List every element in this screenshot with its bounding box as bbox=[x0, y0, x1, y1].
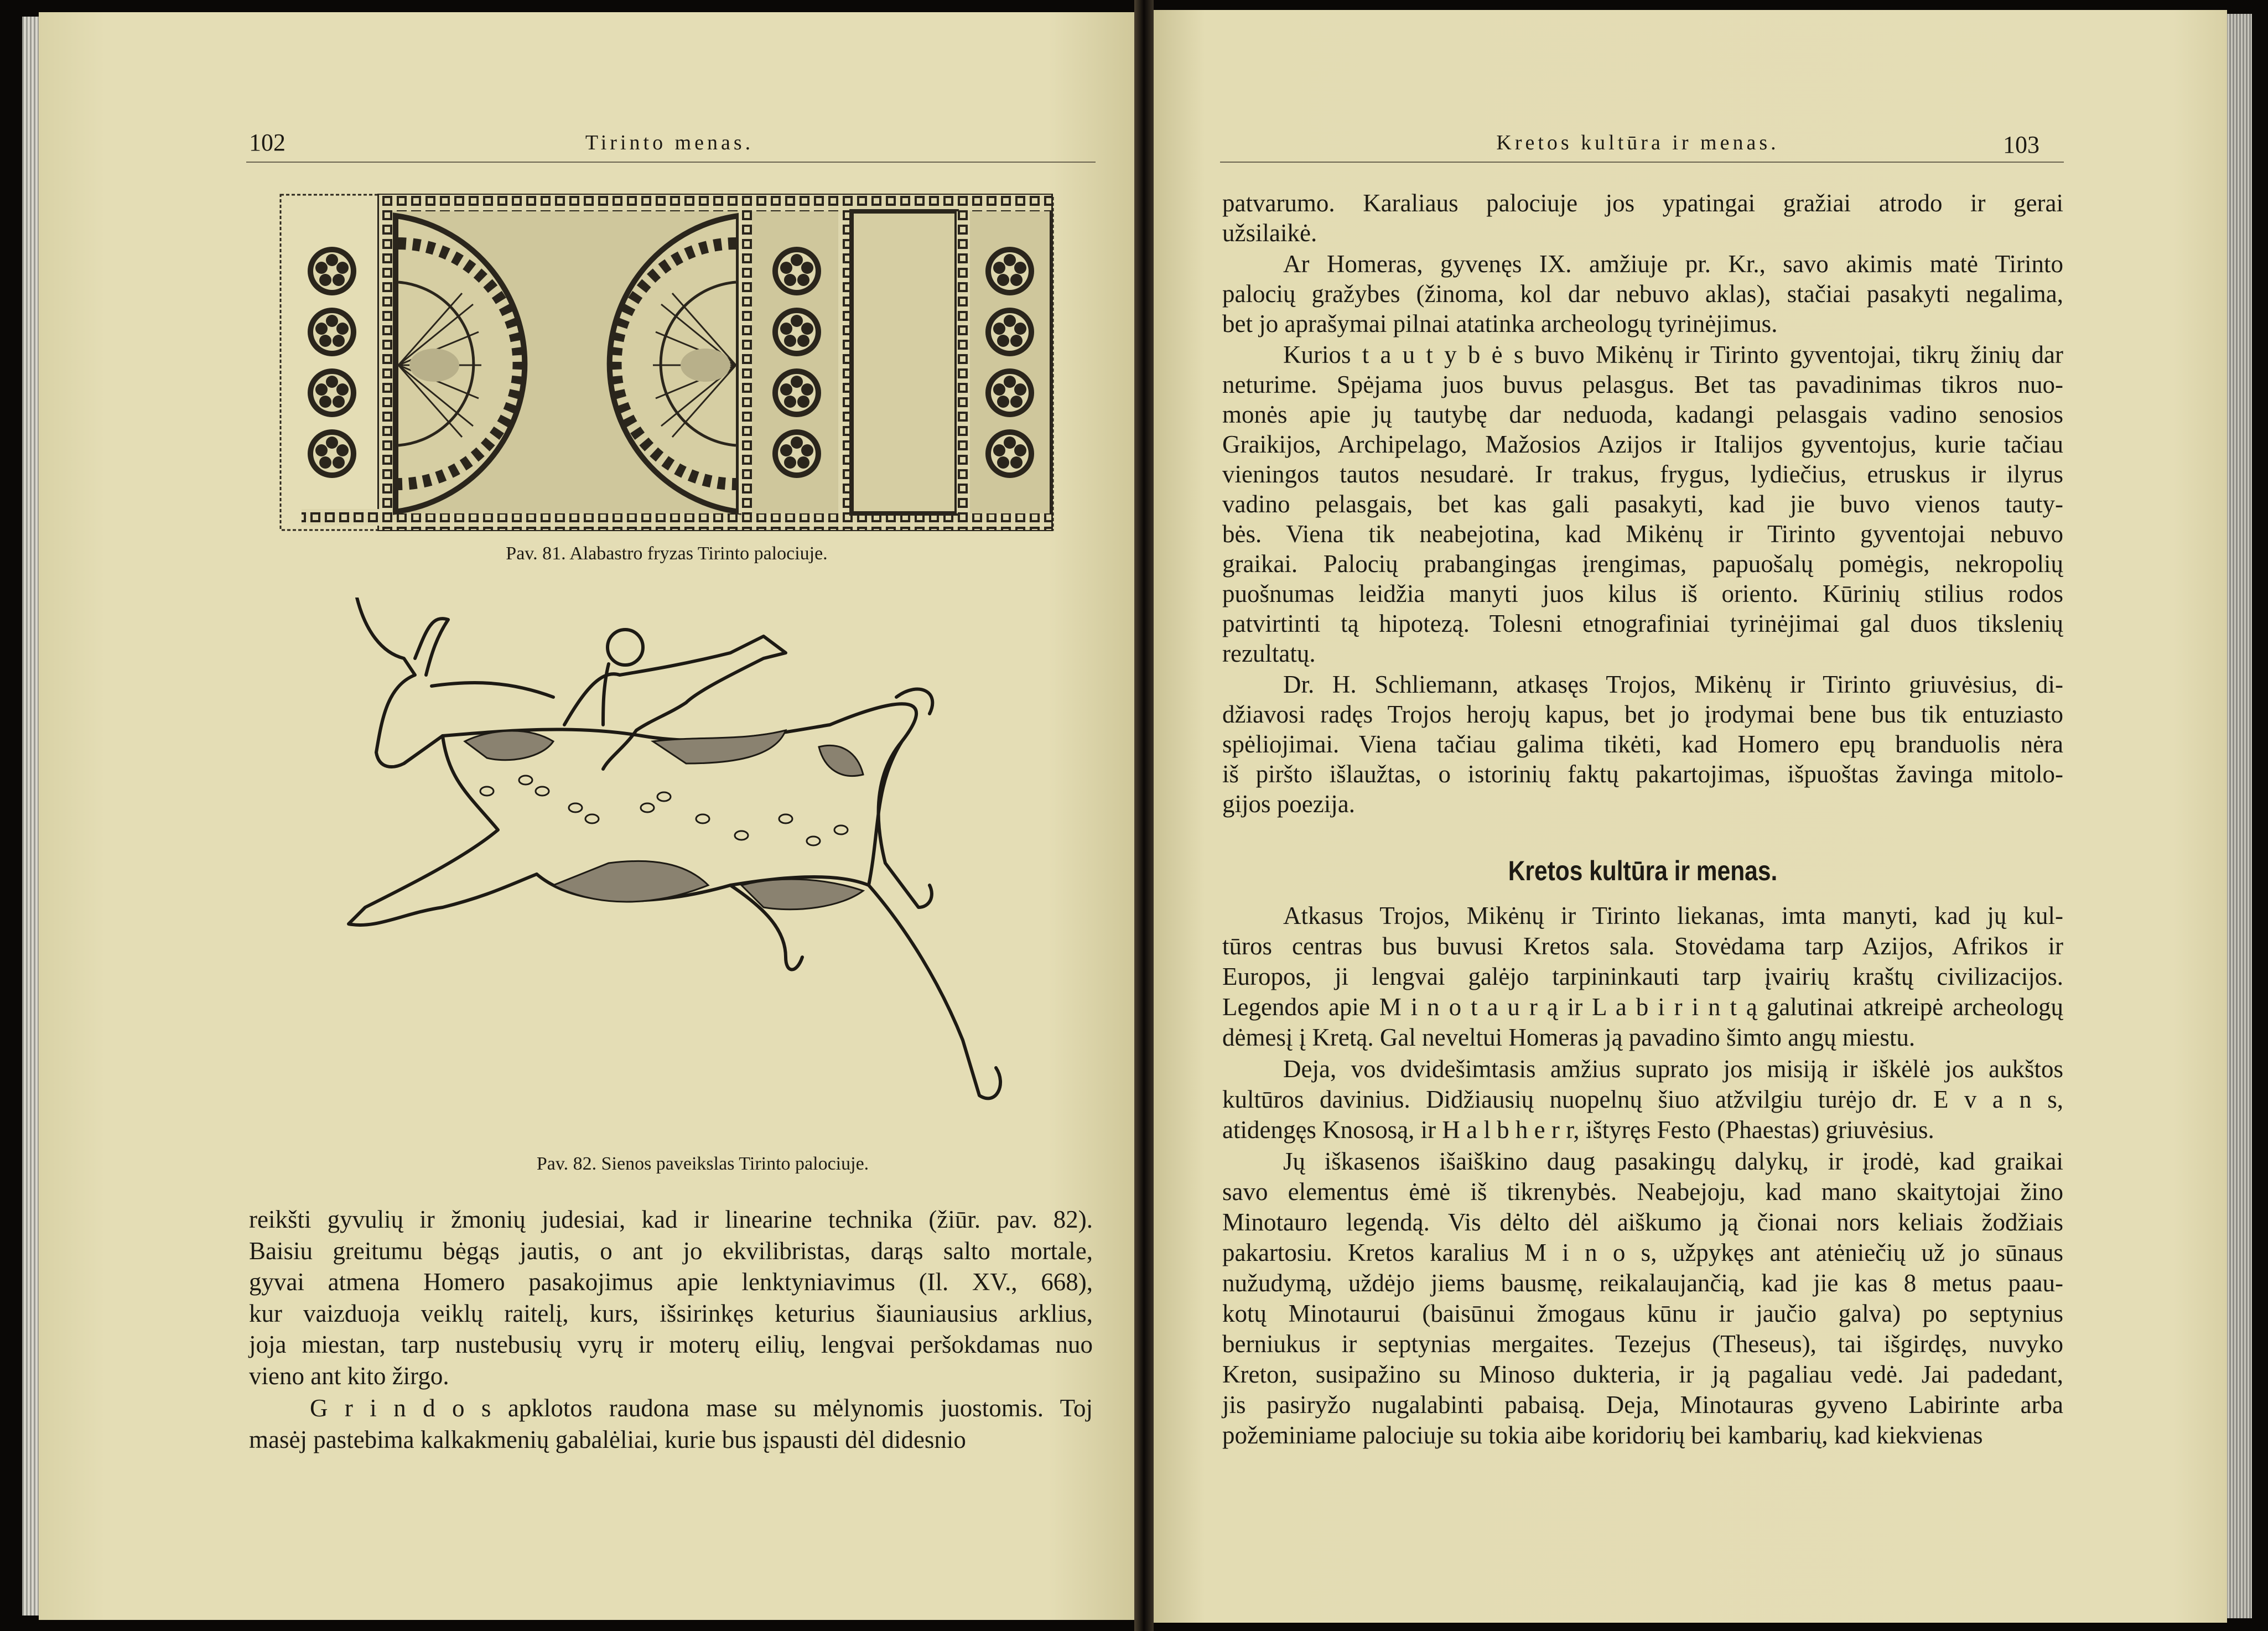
page-number-left: 102 bbox=[249, 129, 286, 156]
text-line: vadino pelasgais, bet kas gali pasakyti, kad jie buvo vienos tauty- bbox=[1222, 490, 2063, 518]
text-line: vieno ant kito žirgo. bbox=[249, 1362, 449, 1390]
text-line: reikšti gyvulių ir žmonių judesiai, kad ir linearine technika (žiūr. pav. 82). bbox=[249, 1206, 1093, 1233]
text-line: gyvai atmena Homero pasakojimus apie lenktyniavimus (Il. XV., 668), bbox=[249, 1268, 1093, 1296]
paragraph bbox=[1222, 188, 2063, 248]
text-line: dėmesį į Kretą. Gal neveltui Homeras ją pavadino šimto angų miestu. bbox=[1222, 1024, 1916, 1051]
paragraph bbox=[1222, 249, 2063, 339]
text-line: graikai. Palocių prabangingas įrengimas, papuošalų pomėgis, nekropolių bbox=[1222, 550, 2063, 578]
text-line: kur vaizduoja veiklų raitelį, kurs, išsirinkęs keturius šiauniausius arklius, bbox=[249, 1299, 1093, 1327]
text-line: monės apie jų tautybę dar neduoda, kadangi pelasgais vadino senosios bbox=[1222, 401, 2063, 428]
text-line: patvirtinti tą hipotezą. Tolesni etnografiniai tyrinėjimai gal duos tikslenių bbox=[1222, 610, 2063, 637]
text-line: Graikijos, Archipelago, Mažosios Azijos ir Italijos gyventojus, kurie tačiau bbox=[1222, 430, 2063, 458]
paragraph bbox=[1222, 1054, 2063, 1145]
text-line: Minotauro legendą. Vis dėlto dėl aiškumo ją čionai nors keliais žodžiais bbox=[1222, 1208, 2063, 1236]
book-spine bbox=[1134, 0, 1154, 1631]
text-line: pakartosiu. Kretos karalius M i n o s, užpykęs ant atėniečių už jo sūnaus bbox=[1222, 1239, 2063, 1266]
text-line: jis pasiryžo nugalabinti pabaisą. Deja, Minotauras gyveno Labirinte arba bbox=[1222, 1391, 2063, 1419]
running-head-right: Kretos kultūra ir menas. bbox=[1496, 131, 1779, 154]
text-line: rezultatų. bbox=[1222, 640, 1316, 667]
header-rule-right bbox=[1220, 162, 2064, 163]
text-line: Atkasus Trojos, Mikėnų ir Tirinto liekanas, imta manyti, kad jų kul- bbox=[1283, 902, 2063, 929]
text-line: Ar Homeras, gyvenęs IX. amžiuje pr. Kr., savo akimis matė Tirinto bbox=[1283, 250, 2063, 278]
right-page-body-text-bottom bbox=[1222, 901, 2063, 1452]
text-line: neturime. Spėjama juos buvus pelasgus. Bet tas pavadinimas tikros nuo- bbox=[1222, 371, 2063, 398]
text-line: spėliojimai. Viena tačiau galima tikėti, kad Homero epų branduolis nėra bbox=[1222, 730, 2063, 758]
text-line: atidengęs Knososą, ir H a l b h e r r, ištyręs Festo (Phaestas) griuvėsius. bbox=[1222, 1116, 1934, 1144]
figure-82-caption: Pav. 82. Sienos paveikslas Tirinto palociuje. bbox=[536, 1154, 869, 1174]
text-line: masėj pastebima kalkakmenių gabalėliai, kurie bus įspausti dėl didesnio bbox=[249, 1425, 966, 1453]
running-head-left: Tirinto menas. bbox=[585, 131, 754, 154]
text-line: užsilaikė. bbox=[1222, 219, 1317, 247]
text-line: bės. Viena tik neabejotina, kad Mikėnų ir Tirinto gyventojai nebuvo bbox=[1222, 520, 2063, 548]
figure-81-caption: Pav. 81. Alabastro fryzas Tirinto palociuje. bbox=[506, 543, 828, 564]
text-line: berniukus ir septynias mergaites. Tezejus (Theseus), tai išgirdęs, nuvyko bbox=[1222, 1330, 2063, 1358]
paragraph bbox=[1222, 901, 2063, 1053]
text-line: patvarumo. Karaliaus palociuje jos ypatingai gražiai atrodo ir gerai bbox=[1222, 189, 2063, 217]
text-line: bet jo aprašymai pilnai atatinka archeologų tyrinėjimus. bbox=[1222, 310, 1778, 337]
text-line: Kurios t a u t y b ė s buvo Mikėnų ir Tirinto gyventojai, tikrų žinių dar bbox=[1283, 341, 2063, 368]
text-line: palocių gražybes (žinoma, kol dar nebuvo aklas), stačiai pasakyti negalima, bbox=[1222, 280, 2063, 308]
paragraph bbox=[249, 1393, 1093, 1455]
text-line: iš piršto išlaužtas, o istorinių faktų pakartojimas, išpuoštas žavinga mitolo- bbox=[1222, 760, 2063, 788]
text-line: nužudymą, uždėjo jiems bausmę, reikalaujančią, kad jie kas 8 metus paau- bbox=[1222, 1269, 2063, 1297]
left-page-body-text bbox=[249, 1204, 1093, 1456]
paragraph bbox=[1222, 340, 2063, 668]
paragraph bbox=[1222, 669, 2063, 819]
text-line: gijos poezija. bbox=[1222, 790, 1355, 818]
page-stack-edge-right bbox=[2224, 14, 2252, 1618]
text-line: joja miestan, tarp nustebusių vyrų ir moterų eilių, lengvai peršokdamas nuo bbox=[249, 1331, 1093, 1358]
text-line: Kreton, susipažino su Minoso dukteria, ir ją pagaliau vedė. Jai padedant, bbox=[1222, 1360, 2063, 1388]
page-number-right: 103 bbox=[2003, 131, 2039, 158]
header-rule-left bbox=[246, 162, 1096, 163]
text-line: kultūros davinius. Didžiausių nuopelnų šiuo atžvilgiu turėjo dr. E v a n s, bbox=[1222, 1085, 2063, 1113]
figure-82-bull-leaping-illustration bbox=[343, 598, 1062, 1151]
text-line: puošnumas leidžia manyti juos kilus iš oriento. Kūrinių stilius rodos bbox=[1222, 580, 2063, 607]
text-line: Baisiu greitumu bėgąs jautis, o ant jo ekvilibristas, darąs salto mortale, bbox=[249, 1237, 1093, 1265]
paragraph bbox=[249, 1204, 1093, 1391]
paragraph bbox=[1222, 1146, 2063, 1451]
text-line: džiavosi radęs Trojos herojų kapus, bet jo įrodymai bene bus tik entuziasto bbox=[1222, 700, 2063, 728]
text-line: tūros centras bus buvusi Kretos sala. Stovėdama tarp Azijos, Afrikos ir bbox=[1222, 932, 2063, 960]
section-heading: Kretos kultūra ir menas. bbox=[1508, 855, 1778, 886]
text-line: G r i n d o s apklotos raudona mase su mėlynomis juostomis. Toj bbox=[310, 1394, 1093, 1422]
text-line: Deja, vos dvidešimtasis amžius suprato jos misiją ir iškėlė jos aukštos bbox=[1283, 1055, 2063, 1083]
text-line: Europos, ji lengvai galėjo tarpininkauti tarp įvairių kraštų civilizacijos. bbox=[1222, 963, 2063, 990]
figure-81-frieze-illustration bbox=[279, 194, 1054, 531]
right-page-body-text-top bbox=[1222, 188, 2063, 820]
text-line: Dr. H. Schliemann, atkasęs Trojos, Mikėnų ir Tirinto griuvėsius, di- bbox=[1283, 671, 2063, 698]
text-line: Jų iškasenos išaiškino daug pasakingų dalykų, ir įrodė, kad graikai bbox=[1283, 1147, 2063, 1175]
text-line: kotų Minotaurui (baisūnui žmogaus kūnu ir jaučio galva) po septynius bbox=[1222, 1300, 2063, 1327]
text-line: vieningos tautos nesudarė. Ir trakus, frygus, lydiečius, etruskus ir ilyrus bbox=[1222, 460, 2063, 488]
text-line: Legendos apie M i n o t a u r ą ir L a b i r i n t ą galutinai atkreipė archeologų bbox=[1222, 993, 2063, 1021]
text-line: savo elementus ėmė iš tikrenybės. Neabejoju, kad mano skaitytojai žino bbox=[1222, 1178, 2063, 1206]
text-line: požeminiame palociuje su tokia aibe koridorių bei kambarių, kad kiekvienas bbox=[1222, 1421, 1983, 1449]
rosette-column-left bbox=[308, 247, 356, 478]
